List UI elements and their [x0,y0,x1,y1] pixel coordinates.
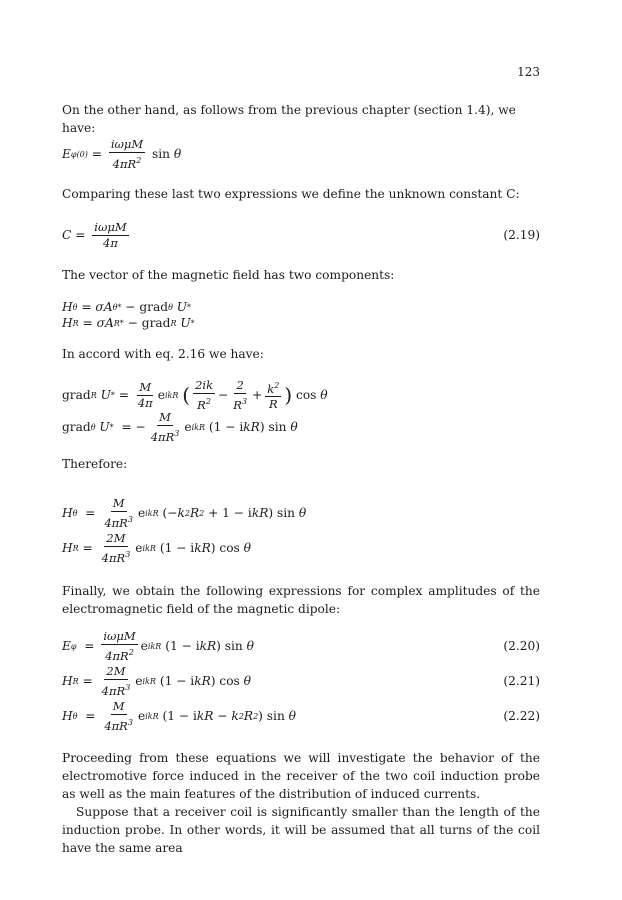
equation-grad-theta: grad θ U * = − $\frac{M}{4\pi R^3}$ e ikR (1 − i kR ) sin θ [62,409,298,444]
equation-h-theta-result: H θ = $\frac{M}{4\pi R^3}$ e ikR (− k 2 R 2 + 1 − i kR ) sin θ [62,495,307,530]
equation-h-theta: H θ = σA θ * − grad θ U * [62,300,192,314]
equation-number: (2.20) [503,639,540,653]
paragraph-suppose: Suppose that a receiver coil is significantly smaller than the length of the induction probe. In other words, it will be assumed that all turns of the coil have the same area [62,805,540,855]
equation-2-19: C = $\frac{\text{iωμM}}{4\pi}$ (2.19) [62,219,540,250]
equation-h-r-result: H R = $\frac{2M}{4\pi R^3}$ e ikR (1 − i kR ) cos θ [62,530,252,565]
paragraph-proceeding: Proceeding from these equations we will investigate the behavior of the electromotive force induced in the receiver of the two coil induction probe as well as the main features of the distribution of induced currents. [62,751,540,801]
paragraph-therefore: Therefore: [62,457,128,471]
paragraph-vector: The vector of the magnetic field has two components: [62,268,395,282]
paragraph-comparing: Comparing these last two expressions we define the unknown constant C: [62,187,520,201]
equation-2-21: H R = $\frac{2M}{4\pi R^3}$ e ikR (1 − i kR ) cos θ (2.21) [62,663,540,698]
equation-2-22: H θ = $\frac{M}{4\pi R^3}$ e ikR (1 − i kR − k 2 R 2 ) sin θ (2.22) [62,698,540,733]
equation-number: (2.22) [503,709,540,723]
equation-grad-r: grad R U * = $\frac{M}{4\pi}$ e ikR ( $\frac{2ik}{R^2}$ − $\frac{2}{R^3}$ + $\frac{k^2}{R}$ ) cos θ [62,377,328,412]
page-number: 123 [517,65,540,79]
paragraph-accord: In accord with eq. 2.16 we have: [62,347,264,361]
equation-2-20: E φ = $\frac{\text{iωμM}}{4\pi R^2}$ e ikR (1 − i kR ) sin θ (2.20) [62,628,540,663]
paragraph-finally: Finally, we obtain the following expressions for complex amplitudes of the electromagnetic field of the magnetic dipole: [62,584,540,616]
equation-number: (2.19) [503,228,540,242]
equation-number: (2.21) [503,674,540,688]
paragraph-intro: On the other hand, as follows from the previous chapter (section 1.4), we have: [62,103,516,135]
equation-e-phi-0: E φ (0) = $\frac{\text{iωμM}}{4\pi R^2}$ sin θ [62,136,182,171]
equation-h-r: H R = σA R * − grad R U * [62,316,195,330]
